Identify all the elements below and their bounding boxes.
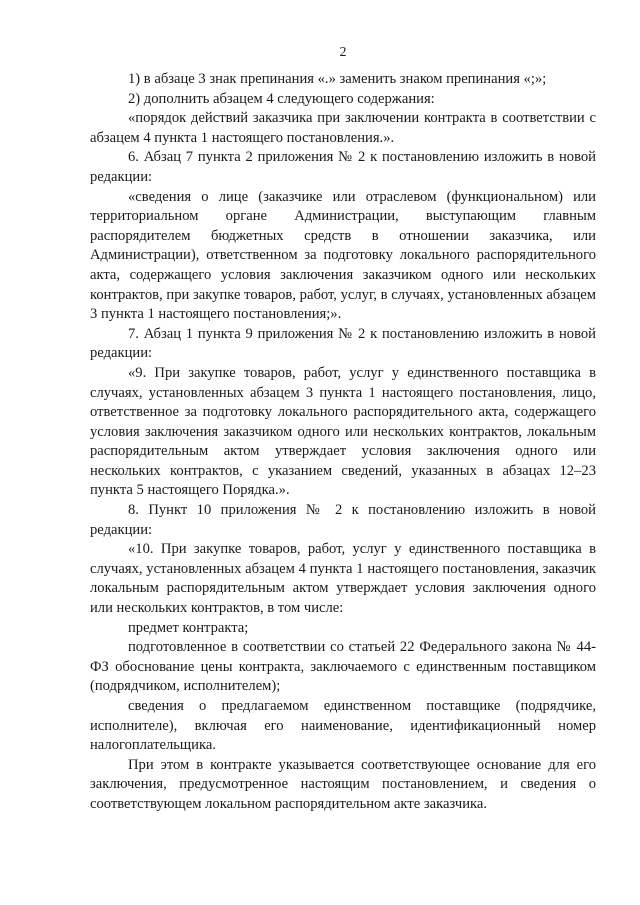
paragraph-10: предмет контракта; xyxy=(128,619,249,636)
paragraph-4: 6. Абзац 7 пункта 2 приложения № 2 к постановлению изложить в новой редакции: xyxy=(90,149,596,185)
paragraph-1: 1) в абзаце 3 знак препинания «.» заменить знаком препинания «;»; xyxy=(128,71,547,87)
paragraph-6: 7. Абзац 1 пункта 9 приложения № 2 к постановлению изложить в новой редакции: xyxy=(90,325,596,362)
paragraph-2: 2) дополнить абзацем 4 следующего содержания: xyxy=(128,90,435,107)
paragraph-5: «сведения о лице (заказчике или отраслевом (функциональном) или территориальном органе Администрации, выступающим главным распорядителем бюджетных средств в отношении заказчика, или Администрации), ответственном за подготовку локального распорядительного акта, содержащего условия заключения заказчиком одного или нескольких контрактов, при закупке товаров, работ, услуг, в случаях, установленных абзацем 3 пункта 1 настоящего постановления;». xyxy=(90,188,596,323)
paragraph-13: При этом в контракте указывается соответствующее основание для его заключения, предусмотренное настоящим постановлением, и сведения о соответствующем локальном распорядительном акте заказчика. xyxy=(90,756,596,812)
paragraph-8: 8. Пункт 10 приложения № 2 к постановлению изложить в новой редакции: xyxy=(90,502,596,538)
paragraph-9: «10. При закупке товаров, работ, услуг у единственного поставщика в случаях, установленных абзацем 4 пункта 1 настоящего постановления, заказчик локальным распорядительным актом утверждает условия заключения одного или нескольких контрактов, в том числе: xyxy=(90,541,596,617)
paragraph-7: «9. При закупке товаров, работ, услуг у единственного поставщика в случаях, установленных абзацем 3 пункта 1 настоящего постановления, лицо, ответственное за подготовку локального распорядительного акта, содержащего условия заключения заказчиком одного или нескольких контрактов, локальным распорядительным актом утверждает условия заключения одного или нескольких контрактов, с указанием сведений, указанных в абзацах 12–23 пункта 5 настоящего Порядка.». xyxy=(90,364,596,499)
paragraph-12: сведения о предлагаемом единственном поставщике (подрядчике, исполнителе), включая его наименование, идентификационный номер налогоплательщика. xyxy=(90,698,596,754)
page-number: 2 xyxy=(339,45,347,60)
paragraph-11: подготовленное в соответствии со статьей 22 Федерального закона № 44-ФЗ обоснование цены контракта, заключаемого с единственным поставщиком (подрядчиком, исполнителем); xyxy=(90,639,596,695)
document-body xyxy=(90,70,596,815)
paragraph-3: «порядок действий заказчика при заключении контракта в соответствии с абзацем 4 пункта 1 настоящего постановления.». xyxy=(90,110,596,146)
